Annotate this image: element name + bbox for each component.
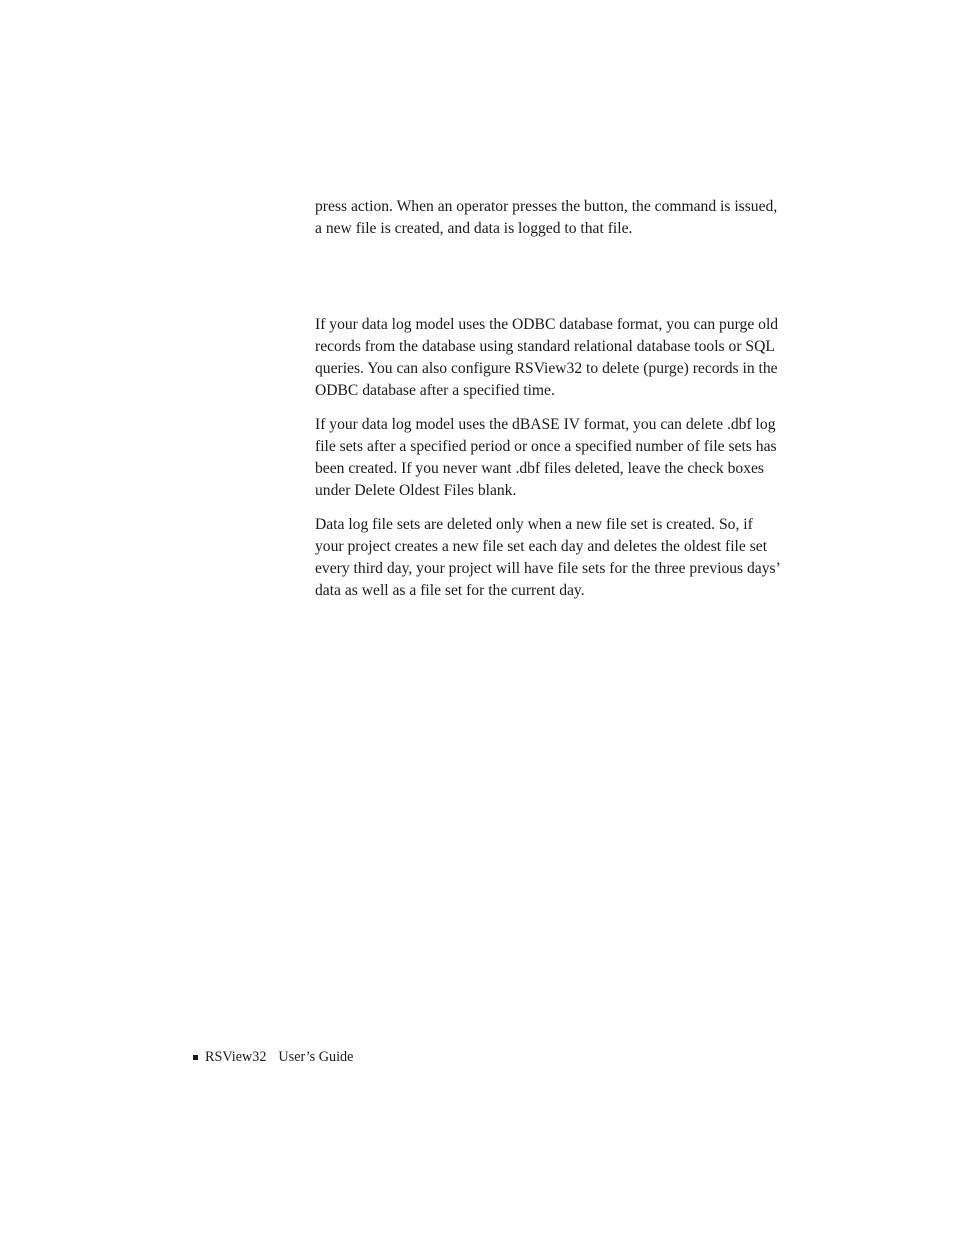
page-footer	[193, 1047, 353, 1067]
footer-product-name: RSView32	[205, 1049, 267, 1065]
square-bullet-icon	[193, 1055, 198, 1060]
footer-guide-title: User’s Guide	[278, 1049, 354, 1065]
paragraph-button-press-action: press action. When an operator presses the button, the command is issued, a new file is created, and data is logged to that file.	[315, 198, 778, 237]
paragraph-dbase-delete: If your data log model uses the dBASE IV format, you can delete .dbf log file sets after a specified period or once a specified number of file sets has been created. If you never want .dbf files deleted, leave the check boxes under Delete Oldest Files blank.	[315, 416, 777, 499]
paragraph-odbc-purge: If your data log model uses the ODBC database format, you can purge old records from the database using standard relational database tools or SQL queries. You can also configure RSView32 to delete (purge) records in the ODBC database after a specified time.	[315, 316, 779, 399]
paragraph-file-set-deletion: Data log file sets are deleted only when a new file set is created. So, if your project creates a new file set each day and deletes the oldest file set every third day, your project will have file sets for the three previous days’ data as well as a file set for the current day.	[315, 516, 780, 599]
